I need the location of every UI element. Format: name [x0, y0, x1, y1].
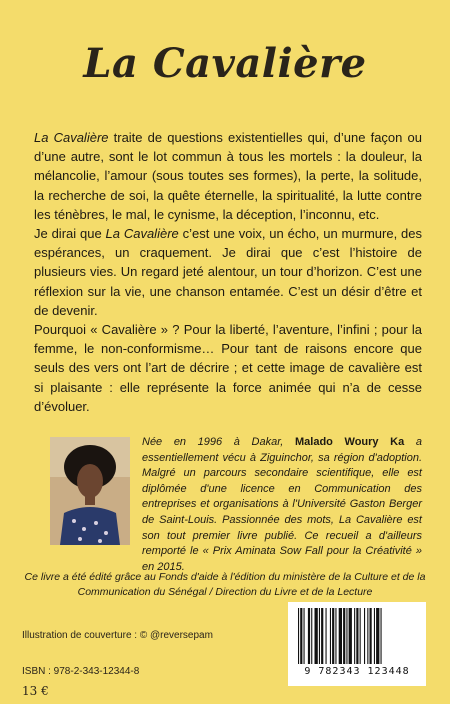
- barcode-bars-icon: [296, 608, 418, 664]
- barcode-number: 9 782343 123448: [304, 666, 410, 677]
- author-bio: [142, 435, 422, 575]
- author-name: Malado Woury Ka: [294, 436, 405, 448]
- price-text: 13 €: [22, 684, 49, 698]
- blurb-paragraph-2: [34, 224, 422, 320]
- blurb-title-italic-2: La Cavalière: [105, 226, 179, 242]
- blurb-p1-text: traite de questions existentielles qui, d’une façon ou d’une autre, sont le lot commun à tous les mortels : la douleur, la mélancolie, l’amour (sous toutes ses formes), la perte, la solitude, la recherche de soi, la quête éternelle, la spiritualité, la lutte contre les ténèbres, le mal, le cynisme, la déception, l’inconnu, etc.: [34, 130, 422, 222]
- blurb-title-italic: La Cavalière: [34, 130, 109, 145]
- bio-text: a essentiellement vécu à Ziguinchor, sa région d'adoption. Malgré un parcours secondaire scientifique, elle est diplômée d'une licence en Communication des entreprises et organisations à l'Université Gaston Berger de Saint-Louis. Passionnée des mots, La Cavalière est son tout premier livre publié. Ce recueil a d'ailleurs remporté le « Prix Aminata Sow Fall pour la Créativité » en 2015.: [142, 436, 422, 573]
- blurb-text: [34, 128, 422, 416]
- blurb-paragraph-3: Pourquoi « Cavalière » ? Pour la liberté, l’aventure, l’infini ; pour la femme, le non-conformisme… Pour tant de raisons encore que seuls des vers ont l’art de décrire ; et cette image de cavalière est si plaisante : elle représente la force animée qui n’a de cesse d’évoluer.: [34, 322, 422, 414]
- isbn-text: ISBN : 978-2-343-12344-8: [22, 666, 140, 677]
- bio-before: Née en 1996 à Dakar,: [142, 436, 295, 448]
- barcode: [288, 602, 426, 686]
- book-title: La Cavalière: [83, 40, 367, 87]
- funding-note: Ce livre a été édité grâce au Fonds d'aide à l'édition du ministère de la Culture et de la Communication du Sénégal / Direction du Livre et de la Lecture: [24, 571, 426, 598]
- blurb-paragraph-1: [34, 128, 422, 224]
- illustration-credit: Illustration de couverture : © @reversepam: [22, 630, 213, 641]
- author-portrait-illustration: [50, 437, 130, 545]
- author-photo: [50, 437, 130, 545]
- blurb-p2-text: c’est une voix, un écho, un murmure, des espérances, un craquement. Je dirai que c’est l’histoire de plusieurs vies. Un regard jeté alentour, un tour d’horizon. C’est une réflexion sur la vie, une chanson entamée. C’est un désir d’être et de devenir.: [34, 226, 422, 318]
- blurb-p2-before: Je dirai que: [34, 226, 106, 242]
